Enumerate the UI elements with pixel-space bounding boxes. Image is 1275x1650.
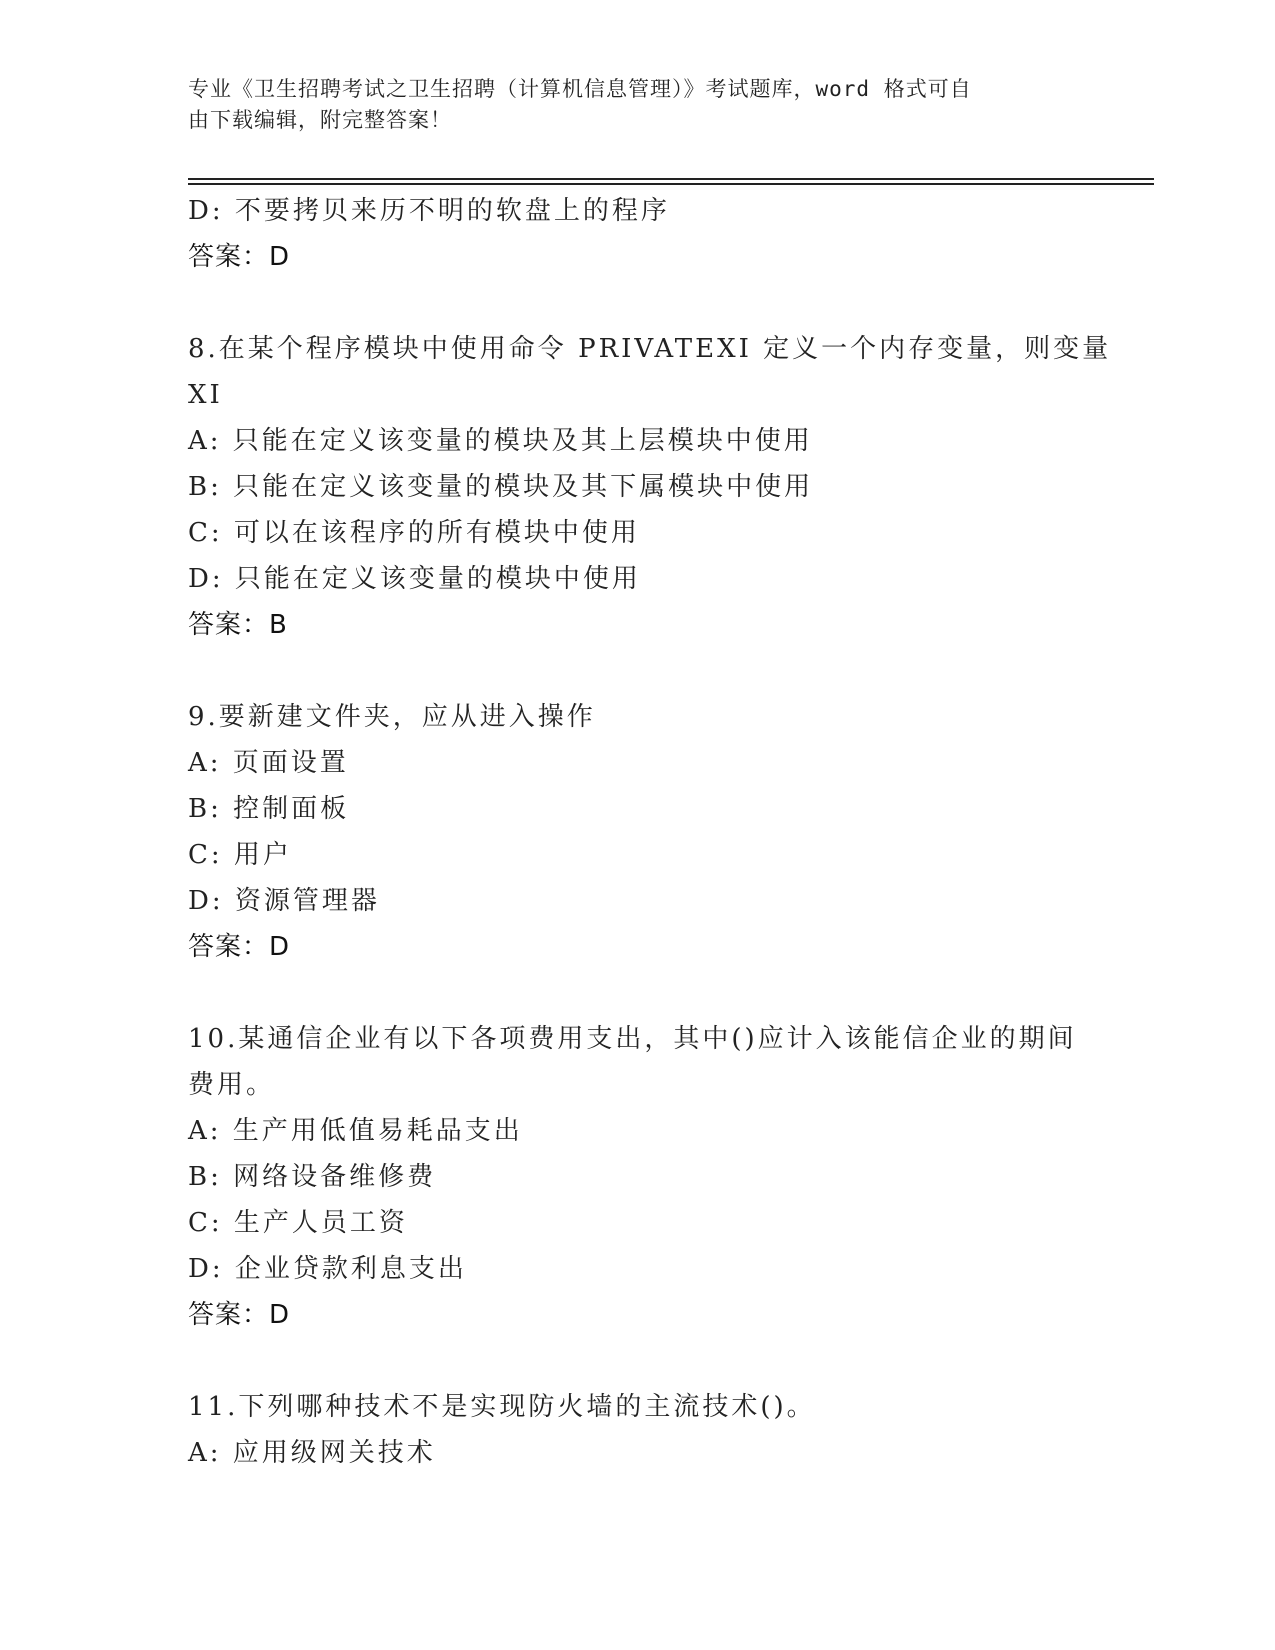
question-stem: 11.下列哪种技术不是实现防火墙的主流技术()。 bbox=[188, 1392, 816, 1422]
question-stem: 9.要新建文件夹，应从进入操作 bbox=[188, 702, 596, 732]
document-header bbox=[188, 74, 1068, 136]
question-stem: 8.在某个程序模块中使用命令 PRIVATEXI 定义一个内存变量，则变量 bbox=[188, 334, 1112, 364]
answer: 答案：B bbox=[188, 610, 288, 640]
header-divider-top bbox=[188, 178, 1154, 180]
option-c: C: 用户 bbox=[188, 840, 292, 870]
spacer bbox=[188, 1338, 1118, 1384]
option-a: A: 页面设置 bbox=[188, 748, 349, 778]
option-d: D: 只能在定义该变量的模块中使用 bbox=[188, 564, 641, 594]
spacer bbox=[188, 648, 1118, 694]
option-a: A: 生产用低值易耗品支出 bbox=[188, 1116, 523, 1146]
option-b: B: 网络设备维修费 bbox=[188, 1162, 437, 1192]
header-divider-bottom bbox=[188, 183, 1154, 185]
option-b: B: 控制面板 bbox=[188, 794, 350, 824]
answer: 答案：D bbox=[188, 932, 291, 962]
option-d: D: 资源管理器 bbox=[188, 886, 380, 916]
spacer bbox=[188, 970, 1118, 1016]
option-a: A: 应用级网关技术 bbox=[188, 1438, 436, 1468]
header-line-2: 由下载编辑，附完整答案！ bbox=[188, 108, 452, 132]
answer: 答案：D bbox=[188, 1300, 291, 1330]
question-stem: 10.某通信企业有以下各项费用支出，其中()应计入该能信企业的期间 bbox=[188, 1024, 1077, 1054]
option-d: D: 企业贷款利息支出 bbox=[188, 1254, 467, 1284]
spacer bbox=[188, 280, 1118, 326]
option-a: A: 只能在定义该变量的模块及其上层模块中使用 bbox=[188, 426, 813, 456]
question-list bbox=[188, 188, 1118, 1476]
question-stem-continued: 费用。 bbox=[188, 1070, 276, 1100]
option-c: C: 可以在该程序的所有模块中使用 bbox=[188, 518, 640, 548]
option-c: C: 生产人员工资 bbox=[188, 1208, 408, 1238]
header-line-1: 专业《卫生招聘考试之卫生招聘（计算机信息管理）》考试题库，word 格式可自 bbox=[188, 77, 972, 101]
option-d: D: 不要拷贝来历不明的软盘上的程序 bbox=[188, 196, 670, 226]
question-stem-continued: XI bbox=[188, 380, 223, 410]
option-b: B: 只能在定义该变量的模块及其下属模块中使用 bbox=[188, 472, 814, 502]
answer: 答案：D bbox=[188, 242, 291, 272]
